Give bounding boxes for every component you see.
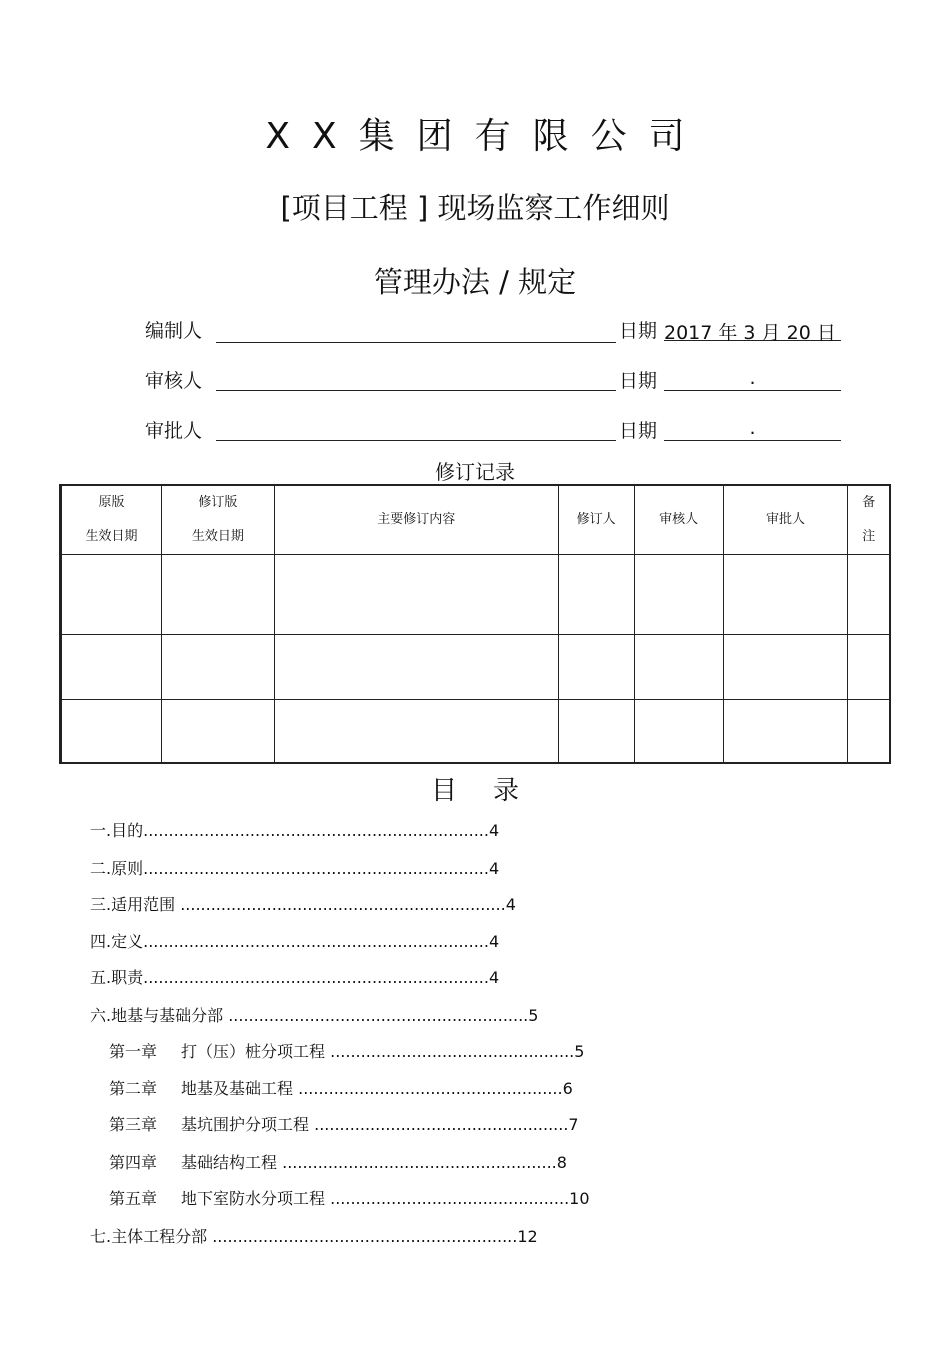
toc-entry[interactable]: 一.目的....................................................................4 bbox=[90, 821, 500, 840]
toc-title: 目录 bbox=[430, 776, 555, 806]
toc-entry[interactable]: 五.职责....................................................................4 bbox=[90, 968, 500, 987]
header-approver: 审批人 bbox=[723, 485, 848, 555]
table-cell[interactable] bbox=[274, 700, 558, 763]
table-row bbox=[61, 700, 891, 763]
review-date-value[interactable]: . bbox=[664, 368, 841, 391]
approve-date-value[interactable]: . bbox=[664, 418, 841, 441]
revision-record-title: 修订记录 bbox=[435, 460, 515, 484]
compile-date-label: 日期 bbox=[619, 320, 658, 342]
header-reviser: 修订人 bbox=[558, 485, 634, 555]
header-main-revision-content: 主要修订内容 bbox=[274, 485, 558, 555]
table-cell[interactable] bbox=[61, 635, 162, 700]
document-subtitle: [项目工程 ] 现场监察工作细则 bbox=[280, 191, 670, 225]
table-row bbox=[61, 635, 891, 700]
reviewer-signature-line[interactable] bbox=[216, 368, 616, 391]
table-cell[interactable] bbox=[848, 635, 890, 700]
toc-subentry[interactable]: 第五章 地下室防水分项工程 ...............................................10 bbox=[109, 1189, 590, 1208]
toc-subentry[interactable]: 第三章 基坑围护分项工程 ..................................................7 bbox=[109, 1115, 579, 1134]
table-cell[interactable] bbox=[274, 555, 558, 635]
reviewer-label: 审核人 bbox=[145, 370, 203, 392]
table-row bbox=[61, 555, 891, 635]
table-cell[interactable] bbox=[634, 700, 723, 763]
header-remarks: 备 注 bbox=[848, 485, 890, 555]
approver-signature-line[interactable] bbox=[216, 418, 616, 441]
toc-entry[interactable]: 二.原则....................................................................4 bbox=[90, 859, 500, 878]
approver-label: 审批人 bbox=[145, 420, 203, 442]
table-cell[interactable] bbox=[558, 700, 634, 763]
approve-date-label: 日期 bbox=[619, 420, 658, 442]
company-name: XX集团有限公司 bbox=[265, 116, 707, 157]
header-revised-effective-date: 修订版 生效日期 bbox=[161, 485, 274, 555]
table-cell[interactable] bbox=[848, 700, 890, 763]
table-cell[interactable] bbox=[161, 635, 274, 700]
table-cell[interactable] bbox=[723, 635, 848, 700]
toc-entry[interactable]: 七.主体工程分部 ............................................................12 bbox=[90, 1227, 538, 1246]
header-reviewer: 审核人 bbox=[634, 485, 723, 555]
toc-entry[interactable]: 四.定义....................................................................4 bbox=[90, 932, 500, 951]
toc-entry[interactable]: 六.地基与基础分部 ...........................................................5 bbox=[90, 1006, 539, 1025]
table-cell[interactable] bbox=[274, 635, 558, 700]
toc-subentry[interactable]: 第四章 基础结构工程 ......................................................8 bbox=[109, 1153, 567, 1172]
header-original-effective-date: 原版 生效日期 bbox=[61, 485, 162, 555]
toc-subentry[interactable]: 第二章 地基及基础工程 ....................................................6 bbox=[109, 1079, 573, 1098]
table-cell[interactable] bbox=[723, 700, 848, 763]
compiler-label: 编制人 bbox=[145, 320, 203, 342]
review-date-label: 日期 bbox=[619, 370, 658, 392]
table-cell[interactable] bbox=[558, 555, 634, 635]
compiler-signature-line[interactable] bbox=[216, 320, 616, 343]
table-cell[interactable] bbox=[161, 700, 274, 763]
table-cell[interactable] bbox=[558, 635, 634, 700]
table-cell[interactable] bbox=[61, 700, 162, 763]
toc-entry[interactable]: 三.适用范围 ................................................................4 bbox=[90, 895, 516, 914]
table-cell[interactable] bbox=[61, 555, 162, 635]
table-cell[interactable] bbox=[723, 555, 848, 635]
revision-header-row bbox=[61, 485, 891, 555]
toc-subentry[interactable]: 第一章 打（压）桩分项工程 ................................................5 bbox=[109, 1042, 585, 1061]
revision-table bbox=[59, 484, 891, 764]
table-cell[interactable] bbox=[634, 555, 723, 635]
table-cell[interactable] bbox=[634, 635, 723, 700]
document-type: 管理办法 / 规定 bbox=[373, 265, 577, 299]
table-cell[interactable] bbox=[848, 555, 890, 635]
table-cell[interactable] bbox=[161, 555, 274, 635]
compile-date-value[interactable]: 2017 年 3 月 20 日 bbox=[664, 318, 841, 341]
